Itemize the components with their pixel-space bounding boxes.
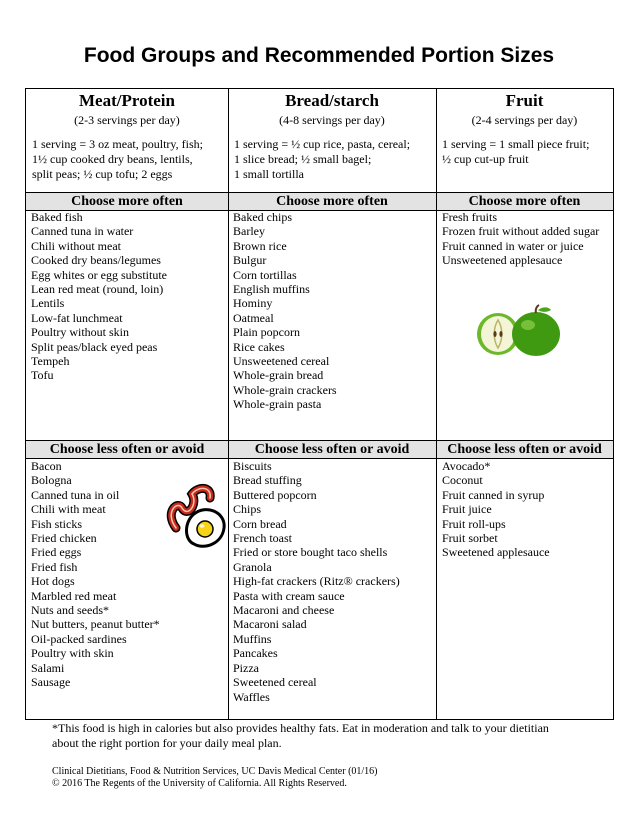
list-item: Barley: [233, 224, 265, 239]
column-header-fruit: [436, 90, 613, 167]
list-item: High-fat crackers (Ritz® crackers): [233, 574, 400, 589]
meat-less-list: [31, 459, 160, 690]
column-name: Meat/Protein: [79, 91, 175, 110]
list-item: Whole-grain pasta: [233, 397, 322, 412]
list-item: Cooked dry beans/legumes: [31, 253, 161, 268]
list-item: Fish sticks: [31, 516, 83, 531]
list-item: Fruit juice: [442, 502, 492, 517]
list-item: Chili with meat: [31, 502, 106, 517]
less-often-heading: Choose less often or avoid: [447, 442, 602, 457]
list-item: Coconut: [442, 473, 483, 488]
list-item: Poultry without skin: [31, 325, 130, 340]
serving-line: split peas; ½ cup tofu; 2 eggs: [32, 167, 173, 181]
fruit-more-list: [442, 210, 599, 268]
food-groups-table: [25, 88, 614, 720]
list-item: Oatmeal: [233, 310, 274, 325]
list-item: Lean red meat (round, loin): [31, 282, 164, 297]
list-item: Fruit canned in syrup: [442, 487, 545, 502]
list-item: Chili without meat: [31, 238, 121, 253]
list-item: Marbled red meat: [31, 588, 117, 603]
list-item: Fried fish: [31, 559, 78, 574]
bread-more-list: [233, 210, 337, 412]
list-item: French toast: [233, 531, 292, 546]
list-item: Fruit roll-ups: [442, 516, 506, 531]
more-often-heading: Choose more often: [468, 194, 581, 209]
list-item: Corn bread: [233, 516, 287, 531]
list-item: Hot dogs: [31, 574, 75, 589]
fruit-less-list: [442, 459, 550, 560]
list-item: Bologna: [31, 473, 72, 488]
serving-line: 1 slice bread; ½ small bagel;: [234, 152, 372, 166]
servings-per-day: (4-8 servings per day): [279, 113, 385, 127]
list-item: Canned tuna in water: [31, 224, 134, 239]
list-item: Pancakes: [233, 646, 278, 661]
list-item: Hominy: [233, 296, 273, 311]
green-apple-icon: [473, 304, 565, 358]
list-item: Granola: [233, 559, 272, 574]
serving-line: 1 serving = 1 small piece fruit;: [442, 137, 590, 151]
list-item: Salami: [31, 660, 65, 675]
credit-line: Clinical Dietitians, Food & Nutrition Services, UC Davis Medical Center (01/16): [52, 766, 378, 777]
list-item: Corn tortillas: [233, 267, 297, 282]
list-item: English muffins: [233, 282, 310, 297]
list-item: Buttered popcorn: [233, 487, 317, 502]
list-item: Split peas/black eyed peas: [31, 339, 158, 354]
less-often-heading: Choose less often or avoid: [254, 442, 410, 457]
list-item: Unsweetened cereal: [233, 354, 330, 369]
column-divider: [228, 89, 229, 719]
list-item: Avocado*: [442, 459, 491, 473]
footnote: [52, 721, 612, 751]
column-name: Fruit: [505, 91, 544, 110]
list-item: Lentils: [31, 296, 65, 311]
footnote-line: *This food is high in calories but also provides healthy fats. Eat in moderation and talk to your dietitian: [52, 721, 549, 735]
bread-less-list: [233, 459, 400, 704]
serving-line: 1 serving = 3 oz meat, poultry, fish;: [32, 137, 203, 151]
list-item: Waffles: [233, 689, 270, 704]
bacon-and-egg-icon: [154, 482, 230, 552]
list-item: Chips: [233, 502, 262, 517]
column-name: Bread/starch: [285, 91, 379, 110]
list-item: Frozen fruit without added sugar: [442, 224, 600, 239]
more-often-heading: Choose more often: [71, 194, 183, 209]
serving-size: [436, 137, 613, 167]
list-item: Macaroni salad: [233, 617, 307, 632]
list-item: Rice cakes: [233, 339, 285, 354]
serving-line: 1 small tortilla: [234, 167, 304, 181]
column-divider: [436, 89, 437, 719]
list-item: Baked chips: [233, 210, 292, 224]
more-often-heading: Choose more often: [276, 194, 388, 209]
serving-line: 1 serving = ½ cup rice, pasta, cereal;: [234, 137, 411, 151]
list-item: Macaroni and cheese: [233, 603, 335, 618]
list-item: Plain popcorn: [233, 325, 300, 340]
credit: [52, 766, 378, 790]
credit-line: © 2016 The Regents of the University of California. All Rights Reserved.: [52, 778, 347, 789]
less-often-heading: Choose less often or avoid: [49, 442, 205, 457]
list-item: Bacon: [31, 459, 62, 473]
list-item: Nuts and seeds*: [31, 603, 109, 618]
list-item: Poultry with skin: [31, 646, 114, 661]
list-item: Fried or store bought taco shells: [233, 545, 388, 560]
list-item: Whole-grain crackers: [233, 382, 337, 397]
list-item: Low-fat lunchmeat: [31, 310, 123, 325]
list-item: Egg whites or egg substitute: [31, 267, 167, 282]
list-item: Sausage: [31, 675, 71, 690]
list-item: Tofu: [31, 368, 54, 383]
list-item: Fruit canned in water or juice: [442, 238, 584, 253]
serving-size: [26, 137, 228, 182]
serving-size: [228, 137, 436, 182]
list-item: Canned tuna in oil: [31, 487, 120, 502]
list-item: Muffins: [233, 631, 272, 646]
list-item: Oil-packed sardines: [31, 631, 127, 646]
footnote-line: about the right portion for your daily meal plan.: [52, 736, 282, 750]
list-item: Sweetened applesauce: [442, 545, 550, 560]
list-item: Unsweetened applesauce: [442, 253, 563, 268]
servings-per-day: (2-3 servings per day): [74, 113, 180, 127]
list-item: Whole-grain bread: [233, 368, 324, 383]
list-item: Fried chicken: [31, 531, 97, 546]
serving-line: ½ cup cut-up fruit: [442, 152, 529, 166]
serving-line: 1½ cup cooked dry beans, lentils,: [32, 152, 193, 166]
list-item: Fried eggs: [31, 545, 82, 560]
list-item: Pasta with cream sauce: [233, 588, 345, 603]
list-item: Baked fish: [31, 210, 83, 224]
list-item: Pizza: [233, 660, 259, 675]
page-title: Food Groups and Recommended Portion Sizes: [83, 44, 555, 67]
column-header-meat: [26, 90, 228, 182]
list-item: Fruit sorbet: [442, 531, 498, 546]
list-item: Bulgur: [233, 253, 267, 268]
list-item: Fresh fruits: [442, 210, 497, 224]
column-header-bread: [228, 90, 436, 182]
list-item: Nut butters, peanut butter*: [31, 617, 160, 632]
list-item: Biscuits: [233, 459, 272, 473]
meat-more-list: [31, 210, 167, 383]
list-item: Brown rice: [233, 238, 287, 253]
list-item: Tempeh: [31, 354, 70, 369]
list-item: Sweetened cereal: [233, 675, 317, 690]
servings-per-day: (2-4 servings per day): [471, 113, 578, 127]
list-item: Bread stuffing: [233, 473, 302, 488]
